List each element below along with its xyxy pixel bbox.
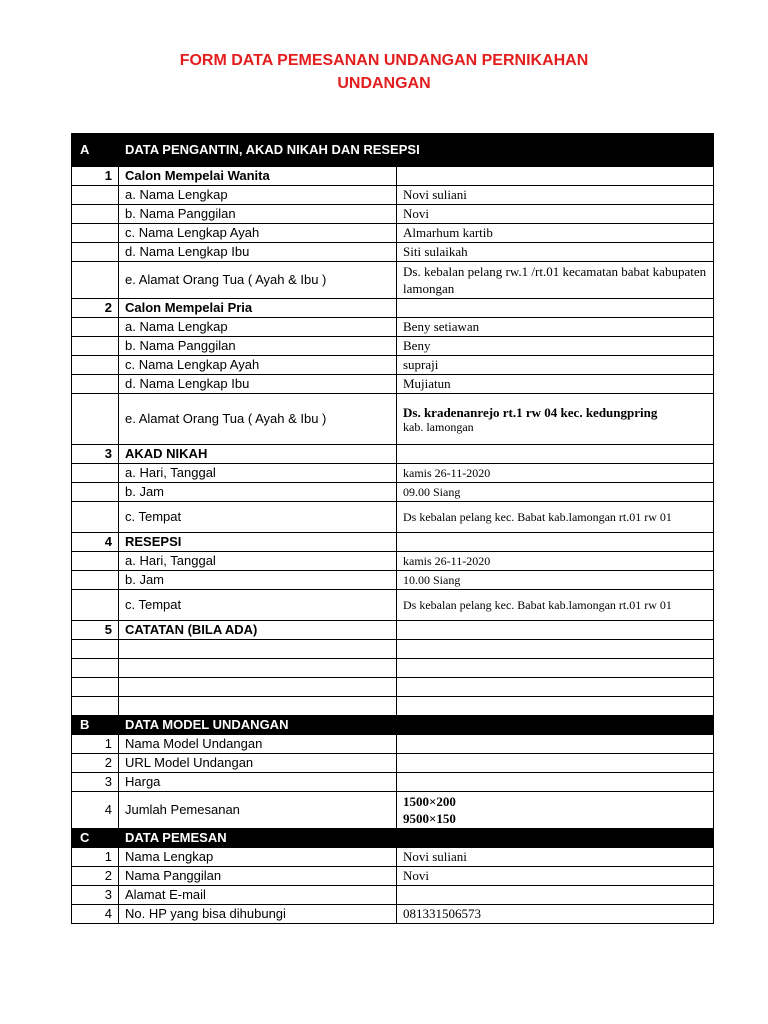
- field-label: No. HP yang bisa dihubungi: [119, 905, 397, 924]
- field-value[interactable]: Novi: [397, 205, 714, 224]
- empty-cell[interactable]: [119, 659, 397, 678]
- table-row: [72, 848, 714, 867]
- field-value[interactable]: [397, 773, 714, 792]
- section-letter: C: [72, 829, 119, 848]
- row-number: 1: [72, 167, 119, 186]
- field-value[interactable]: Novi suliani: [397, 848, 714, 867]
- field-label: a. Nama Lengkap: [119, 318, 397, 337]
- field-label: Harga: [119, 773, 397, 792]
- title-line-2: UNDANGAN: [337, 75, 431, 92]
- table-row: [72, 262, 714, 299]
- value-cell[interactable]: [397, 167, 714, 186]
- field-label: Nama Model Undangan: [119, 735, 397, 754]
- row-number: 2: [72, 754, 119, 773]
- field-label: b. Nama Panggilan: [119, 337, 397, 356]
- section-b-header: [72, 716, 714, 735]
- field-value[interactable]: 09.00 Siang: [397, 483, 714, 502]
- field-value[interactable]: Beny setiawan: [397, 318, 714, 337]
- field-label: d. Nama Lengkap Ibu: [119, 243, 397, 262]
- row-number: 3: [72, 445, 119, 464]
- row-number: 1: [72, 848, 119, 867]
- order-form-table: [71, 133, 714, 924]
- field-label: Nama Panggilan: [119, 867, 397, 886]
- table-row: [72, 394, 714, 445]
- empty-cell[interactable]: [397, 659, 714, 678]
- value-cell[interactable]: [397, 299, 714, 318]
- subsection-row: [72, 445, 714, 464]
- field-label: c. Tempat: [119, 502, 397, 533]
- field-label: Jumlah Pemesanan: [119, 792, 397, 829]
- field-value[interactable]: Ds kebalan pelang kec. Babat kab.lamongan rt.01 rw 01: [397, 590, 714, 621]
- subsection-row: [72, 533, 714, 552]
- field-value[interactable]: supraji: [397, 356, 714, 375]
- empty-cell[interactable]: [119, 640, 397, 659]
- table-row: [72, 867, 714, 886]
- field-value[interactable]: [397, 792, 714, 829]
- row-number: 1: [72, 735, 119, 754]
- empty-cell[interactable]: [119, 697, 397, 716]
- field-label: c. Tempat: [119, 590, 397, 621]
- section-heading: DATA MODEL UNDANGAN: [119, 716, 714, 735]
- table-row: [72, 243, 714, 262]
- table-row: [72, 792, 714, 829]
- field-label: Alamat E-mail: [119, 886, 397, 905]
- field-label: URL Model Undangan: [119, 754, 397, 773]
- table-row: [72, 483, 714, 502]
- field-label: a. Hari, Tanggal: [119, 552, 397, 571]
- field-value[interactable]: Mujiatun: [397, 375, 714, 394]
- table-row: [72, 375, 714, 394]
- subsection-label: Calon Mempelai Pria: [119, 299, 397, 318]
- subsection-row: [72, 299, 714, 318]
- table-row: [72, 905, 714, 924]
- table-row: [72, 186, 714, 205]
- table-row: [72, 735, 714, 754]
- table-row: [72, 886, 714, 905]
- row-number: 2: [72, 299, 119, 318]
- empty-cell[interactable]: [397, 678, 714, 697]
- section-letter: B: [72, 716, 119, 735]
- row-number: 2: [72, 867, 119, 886]
- field-label: c. Nama Lengkap Ayah: [119, 224, 397, 243]
- section-c-header: [72, 829, 714, 848]
- table-row: [72, 356, 714, 375]
- address-line-2: kab. lamongan: [403, 420, 474, 434]
- empty-cell[interactable]: [397, 697, 714, 716]
- subsection-label: AKAD NIKAH: [119, 445, 397, 464]
- field-value[interactable]: Ds kebalan pelang kec. Babat kab.lamongan rt.01 rw 01: [397, 502, 714, 533]
- table-row: [72, 318, 714, 337]
- title-line-1: FORM DATA PEMESANAN UNDANGAN PERNIKAHAN: [179, 52, 589, 69]
- subsection-row: [72, 621, 714, 640]
- section-letter: A: [72, 134, 119, 167]
- empty-cell[interactable]: [397, 640, 714, 659]
- field-label: d. Nama Lengkap Ibu: [119, 375, 397, 394]
- field-label: b. Nama Panggilan: [119, 205, 397, 224]
- row-number: 4: [72, 792, 119, 829]
- table-row: [72, 571, 714, 590]
- field-label: c. Nama Lengkap Ayah: [119, 356, 397, 375]
- table-row: [72, 224, 714, 243]
- field-value[interactable]: 10.00 Siang: [397, 571, 714, 590]
- subsection-label: Calon Mempelai Wanita: [119, 167, 397, 186]
- field-value[interactable]: Siti sulaikah: [397, 243, 714, 262]
- field-value[interactable]: 081331506573: [397, 905, 714, 924]
- section-heading: DATA PENGANTIN, AKAD NIKAH DAN RESEPSI: [119, 134, 714, 167]
- field-label: b. Jam: [119, 483, 397, 502]
- field-value[interactable]: Novi: [397, 867, 714, 886]
- row-number: 3: [72, 773, 119, 792]
- table-row: [72, 773, 714, 792]
- address-line: Ds. kradenanrejo rt.1 rw 04 kec. kedungpring: [403, 405, 658, 420]
- empty-row: [72, 659, 714, 678]
- field-label: Nama Lengkap: [119, 848, 397, 867]
- field-value[interactable]: Novi suliani: [397, 186, 714, 205]
- quantity-line-1: 1500×200: [403, 794, 456, 809]
- empty-row: [72, 678, 714, 697]
- subsection-label: CATATAN (BILA ADA): [119, 621, 397, 640]
- field-value[interactable]: [397, 886, 714, 905]
- section-heading: DATA PEMESAN: [119, 829, 714, 848]
- row-number: 5: [72, 621, 119, 640]
- page-title: [0, 49, 768, 95]
- field-value[interactable]: Beny: [397, 337, 714, 356]
- table-row: [72, 502, 714, 533]
- empty-cell[interactable]: [119, 678, 397, 697]
- field-value[interactable]: [397, 394, 714, 445]
- field-value[interactable]: [397, 735, 714, 754]
- field-label: a. Hari, Tanggal: [119, 464, 397, 483]
- subsection-label: RESEPSI: [119, 533, 397, 552]
- table-row: [72, 464, 714, 483]
- field-label: a. Nama Lengkap: [119, 186, 397, 205]
- field-value[interactable]: kamis 26-11-2020: [397, 552, 714, 571]
- field-value[interactable]: Almarhum kartib: [397, 224, 714, 243]
- empty-row: [72, 697, 714, 716]
- quantity-line-2: 9500×150: [403, 811, 456, 826]
- value-cell[interactable]: [397, 445, 714, 464]
- table-row: [72, 205, 714, 224]
- field-value[interactable]: Ds. kebalan pelang rw.1 /rt.01 kecamatan babat kabupaten lamongan: [397, 262, 714, 299]
- table-row: [72, 337, 714, 356]
- field-label: e. Alamat Orang Tua ( Ayah & Ibu ): [119, 394, 397, 445]
- field-value[interactable]: kamis 26-11-2020: [397, 464, 714, 483]
- value-cell[interactable]: [397, 621, 714, 640]
- row-number: 4: [72, 905, 119, 924]
- table-row: [72, 552, 714, 571]
- table-row: [72, 754, 714, 773]
- subsection-row: [72, 167, 714, 186]
- value-cell[interactable]: [397, 533, 714, 552]
- field-value[interactable]: [397, 754, 714, 773]
- section-a-header: [72, 134, 714, 167]
- empty-row: [72, 640, 714, 659]
- row-number: 4: [72, 533, 119, 552]
- table-row: [72, 590, 714, 621]
- field-label: b. Jam: [119, 571, 397, 590]
- field-label: e. Alamat Orang Tua ( Ayah & Ibu ): [119, 262, 397, 299]
- row-number: 3: [72, 886, 119, 905]
